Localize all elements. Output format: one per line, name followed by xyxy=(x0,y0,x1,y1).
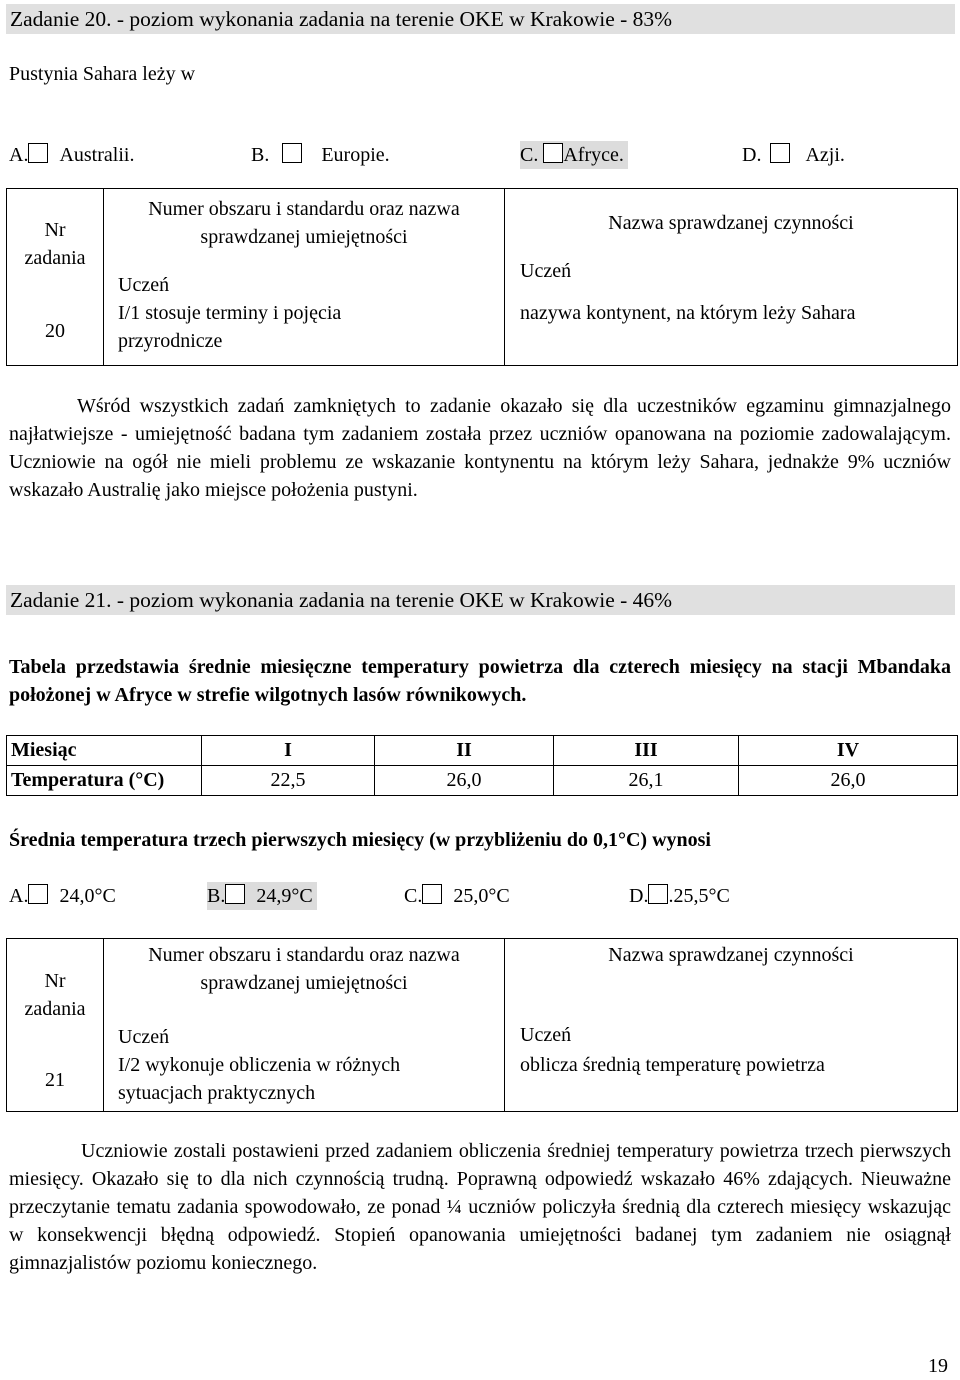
month-cell xyxy=(739,736,958,766)
temperature-table xyxy=(6,735,958,796)
nr-cell xyxy=(7,299,104,365)
intro-text: Tabela przedstawia średnie miesięczne temperatury powietrza dla czterech miesięcy na stacji Mbandaka położonej w Afryce w strefie wilgotnych lasów równikowych. xyxy=(9,656,951,706)
temp-value: 26,0 xyxy=(830,769,866,791)
activity-header-cell xyxy=(505,939,958,1052)
option-text: 24,0°C xyxy=(59,885,116,907)
uczen-label: Uczeń xyxy=(520,1024,572,1046)
month-value: IV xyxy=(836,739,860,761)
option-letter: B. xyxy=(251,144,270,166)
checkbox-icon[interactable] xyxy=(543,143,563,163)
task21-question: Średnia temperatura trzech pierwszych miesięcy (w przybliżeniu do 0,1°C) wynosi xyxy=(9,829,711,851)
temp-value: 22,5 xyxy=(270,769,306,791)
task20-commentary xyxy=(9,392,951,504)
task21-option-a xyxy=(9,882,116,910)
nr-cell xyxy=(7,1051,104,1111)
activity-value: nazywa kontynent, na którym leży Sahara xyxy=(520,302,856,324)
nr-header: Nr zadania xyxy=(24,970,86,1020)
activity-header: Nazwa sprawdzanej czynności xyxy=(608,944,854,966)
temp-value: 26,0 xyxy=(446,769,482,791)
option-text: Azji. xyxy=(805,144,845,166)
nr-value: 20 xyxy=(45,320,65,343)
nr-value: 21 xyxy=(45,1069,65,1092)
temp-cell xyxy=(375,766,554,796)
option-letter: A. xyxy=(9,885,29,907)
task21-commentary xyxy=(9,1137,951,1277)
checkbox-icon[interactable] xyxy=(282,143,302,163)
month-label: Miesiąc xyxy=(11,739,77,761)
temp-cell xyxy=(202,766,375,796)
skill-value: I/2 wykonuje obliczenia w różnych sytuacjach praktycznych xyxy=(118,1054,401,1104)
task20-question: Pustynia Sahara leży w xyxy=(9,63,196,85)
nr-header-cell xyxy=(7,939,104,1052)
month-cell xyxy=(375,736,554,766)
task21-skill-table xyxy=(6,938,958,1112)
skill-header-cell xyxy=(104,189,505,300)
option-letter: D. xyxy=(629,885,649,907)
month-value: III xyxy=(634,739,658,761)
checkbox-icon[interactable] xyxy=(422,884,442,904)
checkbox-icon[interactable] xyxy=(28,884,48,904)
option-text: .25,5°C xyxy=(668,885,730,907)
activity-value: oblicza średnią temperaturę powietrza xyxy=(520,1054,825,1076)
temp-cell xyxy=(739,766,958,796)
task20-header: Zadanie 20. - poziom wykonania zadania na terenie OKE w Krakowie - 83% xyxy=(6,4,955,34)
task20-option-b xyxy=(251,141,390,169)
skill-cell xyxy=(104,299,505,365)
skill-cell xyxy=(104,1051,505,1111)
option-text: 25,0°C xyxy=(453,885,510,907)
month-value: II xyxy=(456,739,472,761)
month-label-cell xyxy=(7,736,202,766)
commentary-text: Wśród wszystkich zadań zamkniętych to zadanie okazało się dla uczestników egzaminu gimnazjalnego najłatwiejsze - umiejętność badana tym zadaniem została przez uczniów opanowana na poziomie zadowalającym. Uczniowie na ogół nie mieli problemu ze wskazanie kontynentu na którym leży Sahara, jednakże 9% uczniów wskazało Australię jako miejsce położenia pustyni. xyxy=(9,395,951,501)
checkbox-icon[interactable] xyxy=(28,143,48,163)
month-value: I xyxy=(284,739,292,761)
option-text: 24,9°C xyxy=(256,885,313,907)
checkbox-icon[interactable] xyxy=(225,884,245,904)
checkbox-icon[interactable] xyxy=(770,143,790,163)
option-letter: C. xyxy=(404,885,423,907)
activity-cell xyxy=(505,299,958,365)
activity-header-cell xyxy=(505,189,958,300)
activity-header: Nazwa sprawdzanej czynności xyxy=(608,212,854,234)
uczen-label: Uczeń xyxy=(520,260,572,282)
month-cell xyxy=(554,736,739,766)
option-letter: A. xyxy=(9,144,29,166)
task20-skill-table xyxy=(6,188,958,366)
skill-header: Numer obszaru i standardu oraz nazwa sprawdzanej umiejętności xyxy=(148,198,460,248)
task21-option-c xyxy=(404,882,510,910)
task20-option-c xyxy=(520,141,628,169)
temp-label: Temperatura (°C) xyxy=(11,769,165,791)
task21-intro xyxy=(9,653,951,709)
temp-value: 26,1 xyxy=(628,769,664,791)
option-text: Afryce. xyxy=(563,144,624,166)
skill-header-cell xyxy=(104,939,505,1052)
task21-option-d xyxy=(629,882,730,910)
nr-header: Nr zadania xyxy=(24,219,86,269)
task21-option-b xyxy=(207,882,317,910)
page-number: 19 xyxy=(928,1355,948,1377)
task20-option-d xyxy=(742,141,845,169)
option-letter: B. xyxy=(207,885,226,907)
option-text: Europie. xyxy=(321,144,390,166)
temp-label-cell xyxy=(7,766,202,796)
commentary-text: Uczniowie zostali postawieni przed zadaniem obliczenia średniej temperatury powietrza trzech pierwszych miesięcy. Okazało się to dla nich czynnością trudną. Poprawną odpowiedź wskazało 46% zdających. Nieuważne przeczytanie tematu zadania spowodowało, ze ponad ¼ uczniów policzyła średnią dla czterech miesięcy wskazując w konsekwencji błędną odpowiedź. Stopień opanowania umiejętności badanej tym zadaniem nie osiągnął gimnazjalistów poziomu koniecznego. xyxy=(9,1140,951,1274)
nr-header-cell xyxy=(7,189,104,300)
option-text: Australii. xyxy=(59,144,135,166)
skill-header: Numer obszaru i standardu oraz nazwa sprawdzanej umiejętności xyxy=(148,944,460,994)
option-letter: D. xyxy=(742,144,762,166)
task20-option-a xyxy=(9,141,134,169)
month-cell xyxy=(202,736,375,766)
checkbox-icon[interactable] xyxy=(648,884,668,904)
skill-value: I/1 stosuje terminy i pojęcia przyrodnicze xyxy=(118,302,342,352)
option-letter: C. xyxy=(520,144,539,166)
uczen-label: Uczeń xyxy=(118,1026,170,1048)
task21-header: Zadanie 21. - poziom wykonania zadania na terenie OKE w Krakowie - 46% xyxy=(6,585,955,615)
activity-cell xyxy=(505,1051,958,1111)
temp-cell xyxy=(554,766,739,796)
uczen-label: Uczeń xyxy=(118,274,170,296)
